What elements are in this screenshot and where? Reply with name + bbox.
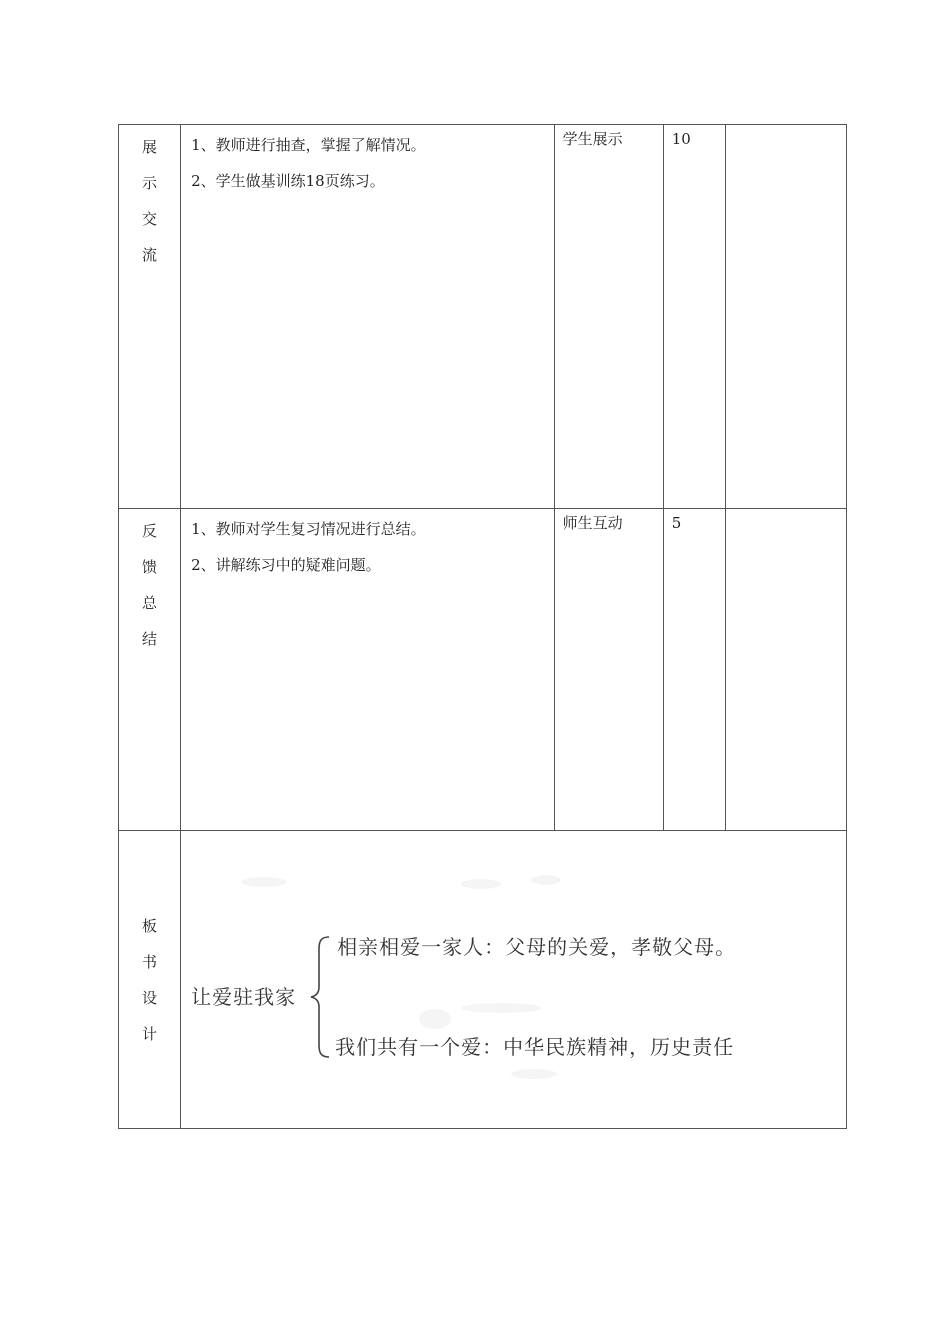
stage-char: 展: [142, 138, 158, 156]
board-branch-line: 我们共有一个爱：中华民族精神，历史责任: [335, 1035, 735, 1059]
watermark-mark: [461, 1003, 541, 1013]
curly-brace-icon: [309, 935, 333, 1059]
stage-char: 总: [142, 594, 158, 612]
stage-char: 计: [142, 1024, 158, 1043]
time-cell-feedback: [663, 509, 725, 831]
table-row-display-exchange: [119, 125, 847, 509]
watermark-mark: [531, 875, 561, 885]
content-cell-feedback: [181, 509, 555, 831]
stage-cell-board: [119, 831, 181, 1129]
time-text: 10: [671, 130, 691, 148]
table-row-board-design: [119, 831, 847, 1129]
stage-char: 馈: [142, 558, 158, 576]
board-main-title: 让爱驻我家: [191, 985, 297, 1009]
note-text: [726, 509, 846, 511]
stage-label-feedback: [119, 509, 180, 657]
content-line: 1、教师对学生复习情况进行总结。: [191, 520, 426, 538]
table-row-feedback-summary: [119, 509, 847, 831]
board-design-cell: [181, 831, 847, 1129]
content-line: 2、讲解练习中的疑难问题。: [191, 556, 381, 574]
watermark-mark: [511, 1069, 557, 1079]
stage-char: 书: [142, 952, 158, 971]
stage-char: 交: [142, 210, 158, 228]
content-line: 1、教师进行抽查，掌握了解情况。: [191, 136, 426, 154]
board-branch-line: 相亲相爱一家人：父母的关爱，孝敬父母。: [337, 935, 737, 959]
note-cell-feedback: [725, 509, 846, 831]
stage-label-display: [119, 125, 180, 273]
stage-char: 结: [142, 630, 158, 648]
stage-char: 板: [142, 916, 158, 935]
watermark-mark: [461, 879, 501, 889]
stage-cell-display: [119, 125, 181, 509]
content-cell-display: [181, 125, 555, 509]
activity-text: 学生展示: [562, 130, 623, 148]
board-design-image: [181, 831, 847, 1128]
activity-cell-display: [554, 125, 663, 509]
stage-label-board: [119, 908, 180, 1052]
stage-cell-feedback: [119, 509, 181, 831]
stage-char: 反: [142, 522, 158, 540]
activity-text: 师生互动: [562, 514, 623, 532]
content-line: 2、学生做基训练18页练习。: [191, 172, 385, 190]
stage-char: 设: [142, 988, 158, 1007]
time-text: 5: [671, 514, 682, 532]
stage-char: 示: [142, 174, 158, 192]
note-text: [726, 125, 846, 127]
time-cell-display: [663, 125, 725, 509]
lesson-plan-table: [118, 124, 847, 1129]
watermark-mark: [241, 877, 287, 887]
stage-char: 流: [142, 246, 158, 264]
activity-cell-feedback: [554, 509, 663, 831]
watermark-mark: [419, 1009, 451, 1029]
note-cell-display: [725, 125, 846, 509]
